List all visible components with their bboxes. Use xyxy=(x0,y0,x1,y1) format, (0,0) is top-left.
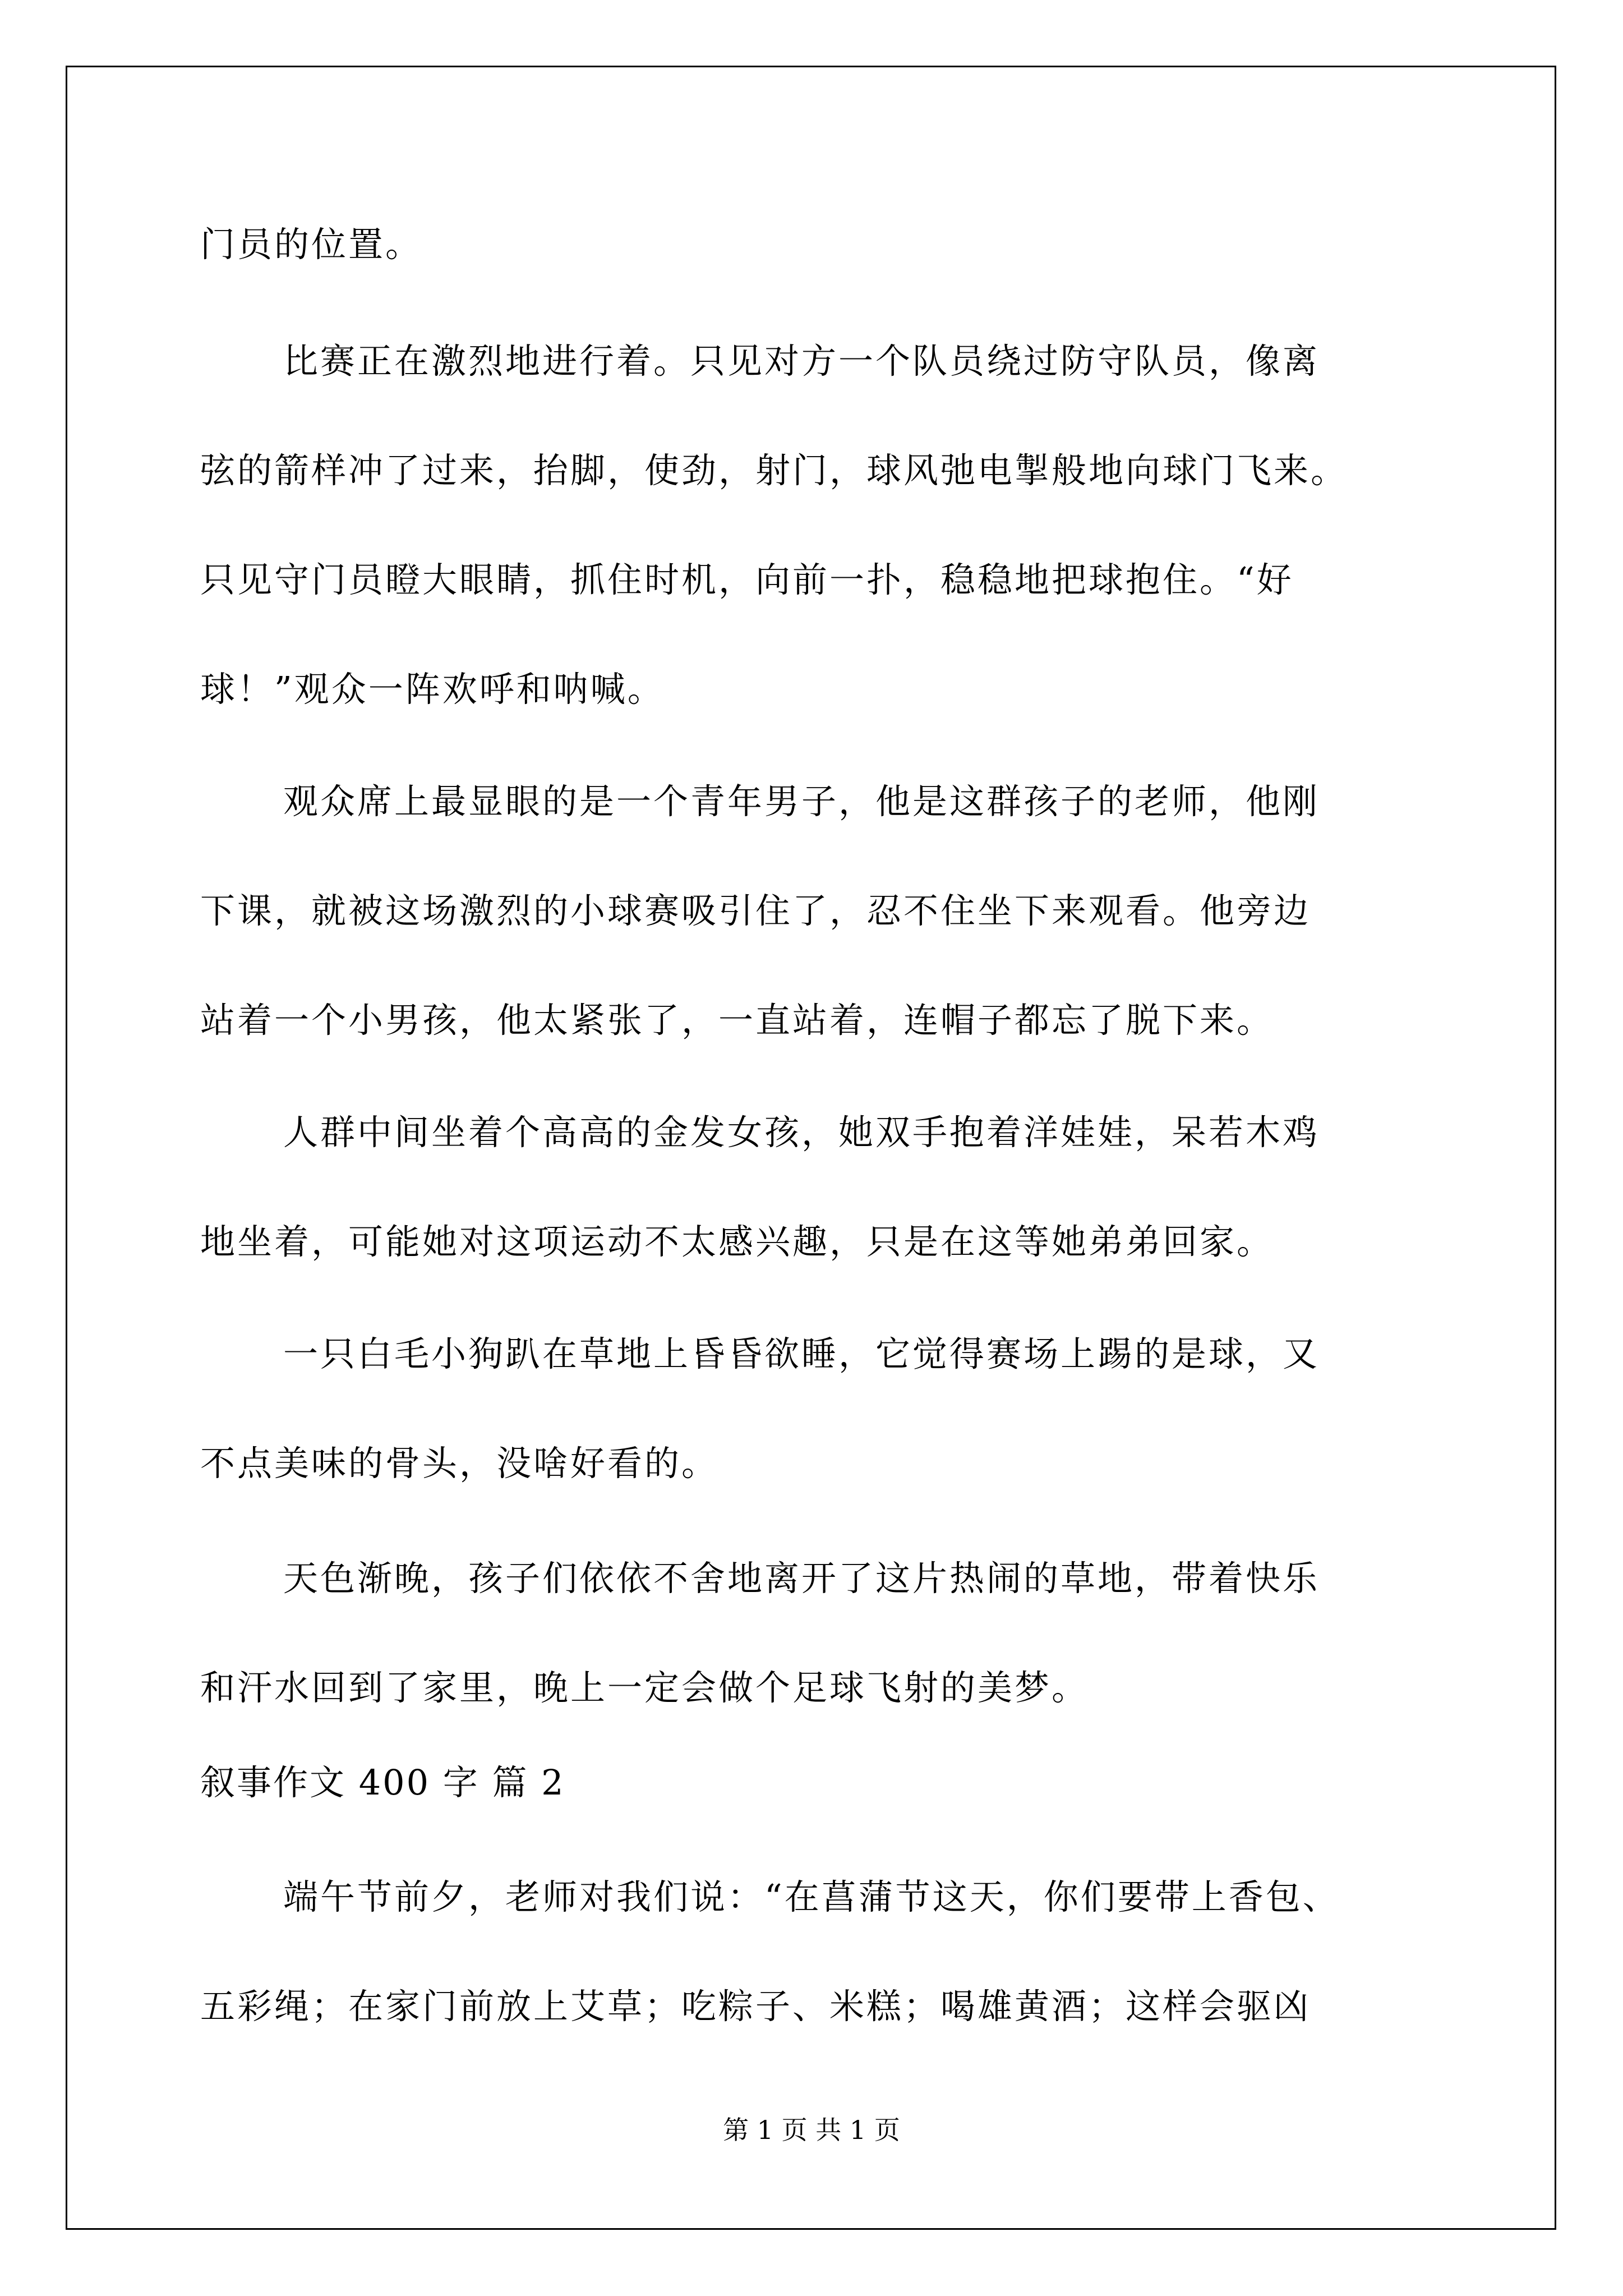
text-line-10: 地坐着，可能她对这项运动不太感兴趣，只是在这等她弟弟回家。 xyxy=(200,1221,1274,1262)
text-line-7: 下课，就被这场激烈的小球赛吸引住了，忍不住坐下来观看。他旁边 xyxy=(200,890,1311,931)
page-footer: 第 1 页 共 1 页 xyxy=(723,2115,900,2145)
text-line-17: 五彩绳；在家门前放上艾草；吃粽子、米糕；喝雄黄酒；这样会驱凶 xyxy=(200,1986,1311,2027)
text-line-13: 天色渐晚，孩子们依依不舍地离开了这片热闹的草地，带着快乐 xyxy=(283,1558,1320,1599)
text-line-5: 球！”观众一阵欢呼和呐喊。 xyxy=(200,669,665,710)
text-line-14: 和汗水回到了家里，晚上一定会做个足球飞射的美梦。 xyxy=(200,1667,1089,1708)
text-line-2: 比赛正在激烈地进行着。只见对方一个队员绕过防守队员，像离 xyxy=(283,341,1320,381)
section-heading: 叙事作文 400 字 篇 2 xyxy=(200,1762,565,1803)
text-line-12: 不点美味的骨头，没啥好看的。 xyxy=(200,1443,719,1484)
text-line-4: 只见守门员瞪大眼睛，抓住时机，向前一扑，稳稳地把球抱住。“好 xyxy=(200,559,1294,600)
text-line-11: 一只白毛小狗趴在草地上昏昏欲睡，它觉得赛场上踢的是球，又 xyxy=(283,1333,1320,1374)
text-line-9: 人群中间坐着个高高的金发女孩，她双手抱着洋娃娃，呆若木鸡 xyxy=(283,1112,1320,1153)
text-line-1: 门员的位置。 xyxy=(200,224,423,265)
text-line-6: 观众席上最显眼的是一个青年男子，他是这群孩子的老师，他刚 xyxy=(283,781,1320,822)
text-line-3: 弦的箭样冲了过来，抬脚，使劲，射门，球风弛电掣般地向球门飞来。 xyxy=(200,450,1348,491)
text-line-16: 端午节前夕，老师对我们说：“在菖蒲节这天，你们要带上香包、 xyxy=(283,1876,1340,1917)
text-line-8: 站着一个小男孩，他太紧张了，一直站着，连帽子都忘了脱下来。 xyxy=(200,1000,1274,1041)
